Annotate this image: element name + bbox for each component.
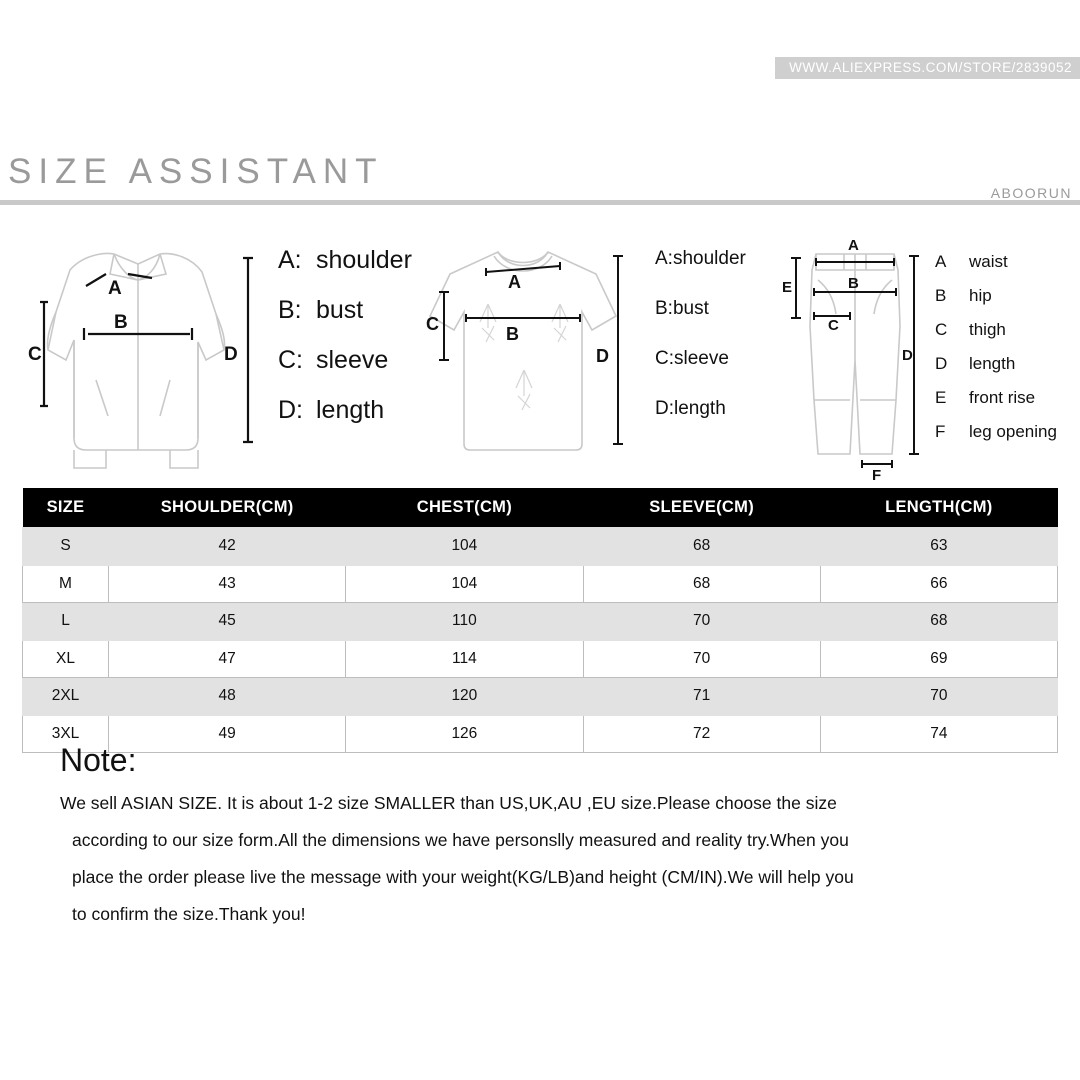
legend-key: D (935, 354, 948, 373)
jacket-marker-d: D (224, 344, 238, 365)
cell-chest: 104 (346, 565, 583, 603)
cell-length: 70 (820, 678, 1057, 716)
legend-key: B: (278, 296, 302, 324)
legend-label: front rise (969, 388, 1036, 407)
legend-label: shoulder (672, 248, 746, 269)
jacket-illustration (10, 230, 265, 482)
legend-key: A (935, 252, 947, 271)
column-header-sleeve: SLEEVE(CM) (583, 488, 820, 528)
jacket-marker-a: A (108, 278, 122, 299)
legend-item (935, 320, 1057, 340)
legend-key: D: (655, 398, 674, 419)
note-section (60, 742, 1050, 933)
legend-item (655, 298, 746, 320)
legend-item (655, 398, 746, 420)
legend-key: D: (278, 396, 303, 424)
tshirt-marker-b: B (506, 324, 519, 344)
pants-marker-b: B (848, 275, 859, 292)
jacket-marker-c: C (28, 344, 42, 365)
cell-shoulder: 47 (109, 640, 346, 678)
legend-label: length (969, 354, 1016, 373)
tshirt-marker-a: A (508, 272, 521, 292)
legend-item (935, 252, 1057, 272)
legend-item (278, 396, 412, 425)
cell-shoulder: 49 (109, 715, 346, 753)
cell-chest: 114 (346, 640, 583, 678)
pants-marker-c: C (828, 317, 839, 334)
cell-length: 74 (820, 715, 1057, 753)
cell-length: 63 (820, 528, 1057, 566)
legend-label: sleeve (674, 348, 729, 369)
cell-size: 2XL (23, 678, 109, 716)
cell-size: M (23, 565, 109, 603)
cell-shoulder: 43 (109, 565, 346, 603)
tshirt-illustration (420, 230, 635, 482)
legend-key: A: (278, 246, 302, 274)
column-header-shoulder: SHOULDER(CM) (109, 488, 346, 528)
legend-key: E (935, 388, 947, 407)
legend-label: bust (316, 296, 364, 324)
cell-sleeve: 68 (583, 565, 820, 603)
legend-label: thigh (969, 320, 1006, 339)
legend-item (935, 354, 1057, 374)
legend-item (278, 246, 412, 275)
table-row (23, 603, 1058, 641)
cell-sleeve: 72 (583, 715, 820, 753)
legend-item (935, 286, 1057, 306)
column-header-chest: CHEST(CM) (346, 488, 583, 528)
legend-key: C: (278, 346, 303, 374)
jacket-legend (278, 246, 412, 425)
table-row (23, 565, 1058, 603)
legend-item (655, 248, 746, 270)
cell-size: S (23, 528, 109, 566)
diagram-row (0, 230, 1080, 482)
cell-sleeve: 68 (583, 528, 820, 566)
header (0, 152, 1080, 208)
note-line: We sell ASIAN SIZE. It is about 1-2 size SMALLER than US,UK,AU ,EU size.Please choose the size (60, 793, 837, 813)
table-header-row (23, 488, 1058, 528)
jacket-diagram (10, 230, 265, 482)
legend-label: length (316, 396, 385, 424)
legend-key: C: (655, 348, 674, 369)
legend-label: sleeve (316, 346, 389, 374)
legend-key: B: (655, 298, 673, 319)
cell-length: 66 (820, 565, 1057, 603)
jacket-marker-b: B (114, 312, 128, 333)
legend-item (278, 346, 412, 375)
legend-label: shoulder (316, 246, 412, 274)
tshirt-marker-c: C (426, 314, 439, 334)
brand-name: ABOORUN (990, 185, 1072, 201)
pants-marker-f: F (872, 467, 882, 482)
pants-diagram (780, 230, 930, 482)
pants-marker-d: D (902, 347, 913, 364)
cell-size: XL (23, 640, 109, 678)
cell-chest: 120 (346, 678, 583, 716)
note-line: to confirm the size.Thank you! (72, 904, 306, 924)
tshirt-legend (655, 248, 746, 420)
cell-size: L (23, 603, 109, 641)
tshirt-marker-d: D (596, 346, 609, 366)
table-row (23, 678, 1058, 716)
cell-length: 68 (820, 603, 1057, 641)
legend-key: F (935, 422, 946, 441)
tshirt-diagram (420, 230, 635, 482)
note-line: place the order please live the message with your weight(KG/LB)and height (CM/IN).We will help you (72, 867, 854, 887)
header-divider (0, 200, 1080, 205)
cell-length: 69 (820, 640, 1057, 678)
store-url-banner: WWW.ALIEXPRESS.COM/STORE/2839052 (775, 57, 1080, 79)
pants-marker-a: A (848, 237, 859, 254)
legend-label: leg opening (969, 422, 1057, 441)
note-line: according to our size form.All the dimensions we have personslly measured and reality try.When you (72, 830, 849, 850)
table-row (23, 528, 1058, 566)
pants-illustration (780, 230, 930, 482)
legend-key: B (935, 286, 947, 305)
pants-legend (935, 252, 1057, 442)
table-row (23, 640, 1058, 678)
cell-size: 3XL (23, 715, 109, 753)
legend-key: C (935, 320, 948, 339)
cell-shoulder: 45 (109, 603, 346, 641)
cell-sleeve: 70 (583, 603, 820, 641)
cell-chest: 110 (346, 603, 583, 641)
cell-shoulder: 48 (109, 678, 346, 716)
legend-item (935, 388, 1057, 408)
legend-label: hip (969, 286, 992, 305)
legend-label: bust (672, 298, 709, 319)
cell-chest: 104 (346, 528, 583, 566)
pants-marker-e: E (782, 279, 793, 296)
cell-sleeve: 70 (583, 640, 820, 678)
legend-item (655, 348, 746, 370)
cell-sleeve: 71 (583, 678, 820, 716)
legend-label: waist (969, 252, 1008, 271)
legend-item (278, 296, 412, 325)
legend-label: length (674, 398, 726, 419)
cell-shoulder: 42 (109, 528, 346, 566)
size-table (22, 488, 1058, 753)
page-title: SIZE ASSISTANT (8, 152, 384, 191)
legend-item (935, 422, 1057, 442)
column-header-size: SIZE (23, 488, 109, 528)
cell-chest: 126 (346, 715, 583, 753)
column-header-length: LENGTH(CM) (820, 488, 1057, 528)
legend-key: A: (655, 248, 673, 269)
note-title: Note: (60, 742, 137, 778)
